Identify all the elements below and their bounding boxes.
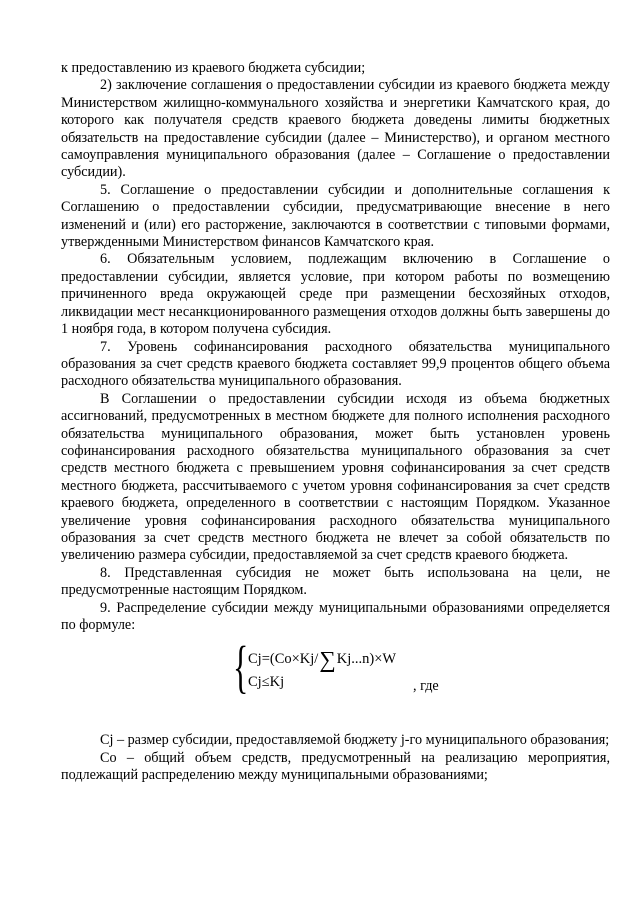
paragraph: 6. Обязательным условием, подлежащим включению в Соглашение о предоставлении субсидии, является условие, при котором работы по возмещению причиненного вреда окружающей среде при размещении бесхозяйных отходов, ликвидации мест несанкционированного размещения отходов должны быть завершены до 1 ноября года, в котором получена субсидия. bbox=[61, 251, 610, 338]
sum-symbol: ∑ bbox=[319, 647, 336, 673]
formula-part: Cj=(Co×Kj/ bbox=[248, 651, 319, 668]
paragraph: к предоставлению из краевого бюджета субсидии; bbox=[61, 60, 366, 76]
paragraph: 2) заключение соглашения о предоставлении субсидии из краевого бюджета между Министерством жилищно-коммунального хозяйства и энергетики Камчатского края, до которого как получателя средств краевого бюджета доведены лимиты бюджетных обязательств на предоставление субсидии (далее – Министерство), и органом местного самоуправления муниципального образования (далее – Соглашение о предоставлении субсидии). bbox=[61, 77, 610, 181]
formula-where: , где bbox=[413, 678, 439, 695]
formula-brace: { bbox=[233, 634, 249, 700]
distribution-formula bbox=[61, 634, 610, 710]
paragraph: 7. Уровень софинансирования расходного обязательства муниципального образования за счет средств краевого бюджета составляет 99,9 процентов общего объема расходного обязательства муниципального образования. bbox=[61, 338, 610, 390]
formula-line-1 bbox=[248, 647, 397, 673]
paragraph: 5. Соглашение о предоставлении субсидии и дополнительные соглашения к Соглашению о предоставлении субсидии, предусматривающие внесение в него изменений и (или) его расторжение, заключаются в соответствии с типовыми формами, утвержденными Министерством финансов Камчатского края. bbox=[61, 181, 610, 251]
formula-line-2: Cj≤Kj bbox=[248, 674, 285, 691]
document-body bbox=[61, 60, 610, 785]
paragraph: 9. Распределение субсидии между муниципальными образованиями определяется по формуле: bbox=[61, 599, 610, 633]
paragraph: Co – общий объем средств, предусмотренный на реализацию мероприятия, подлежащий распределению между муниципальными образованиями; bbox=[61, 749, 610, 784]
paragraph: 8. Представленная субсидия не может быть использована на цели, не предусмотренные настоящим Порядком. bbox=[61, 564, 610, 599]
paragraph: В Соглашении о предоставлении субсидии исходя из объема бюджетных ассигнований, предусмотренных в местном бюджете для полного исполнения расходного обязательства муниципального образования, может быть установлен уровень софинансирования расходного обязательства муниципального образования за счет средств местного бюджета с превышением уровня софинансирования за счет средств местного бюджета, рассчитываемого с учетом уровня софинансирования за счет средств краевого бюджета, определенного в соответствии с настоящим Порядком. Указанное увеличение уровня софинансирования расходного обязательства муниципального образования за счет средств местного бюджета не влечет за собой обязательств по увеличению размера субсидии, предоставляемой за счет средств краевого бюджета. bbox=[61, 390, 610, 564]
paragraph: Cj – размер субсидии, предоставляемой бюджету j-го муниципального образования; bbox=[100, 732, 610, 749]
formula-part: Kj...n)×W bbox=[336, 651, 397, 668]
